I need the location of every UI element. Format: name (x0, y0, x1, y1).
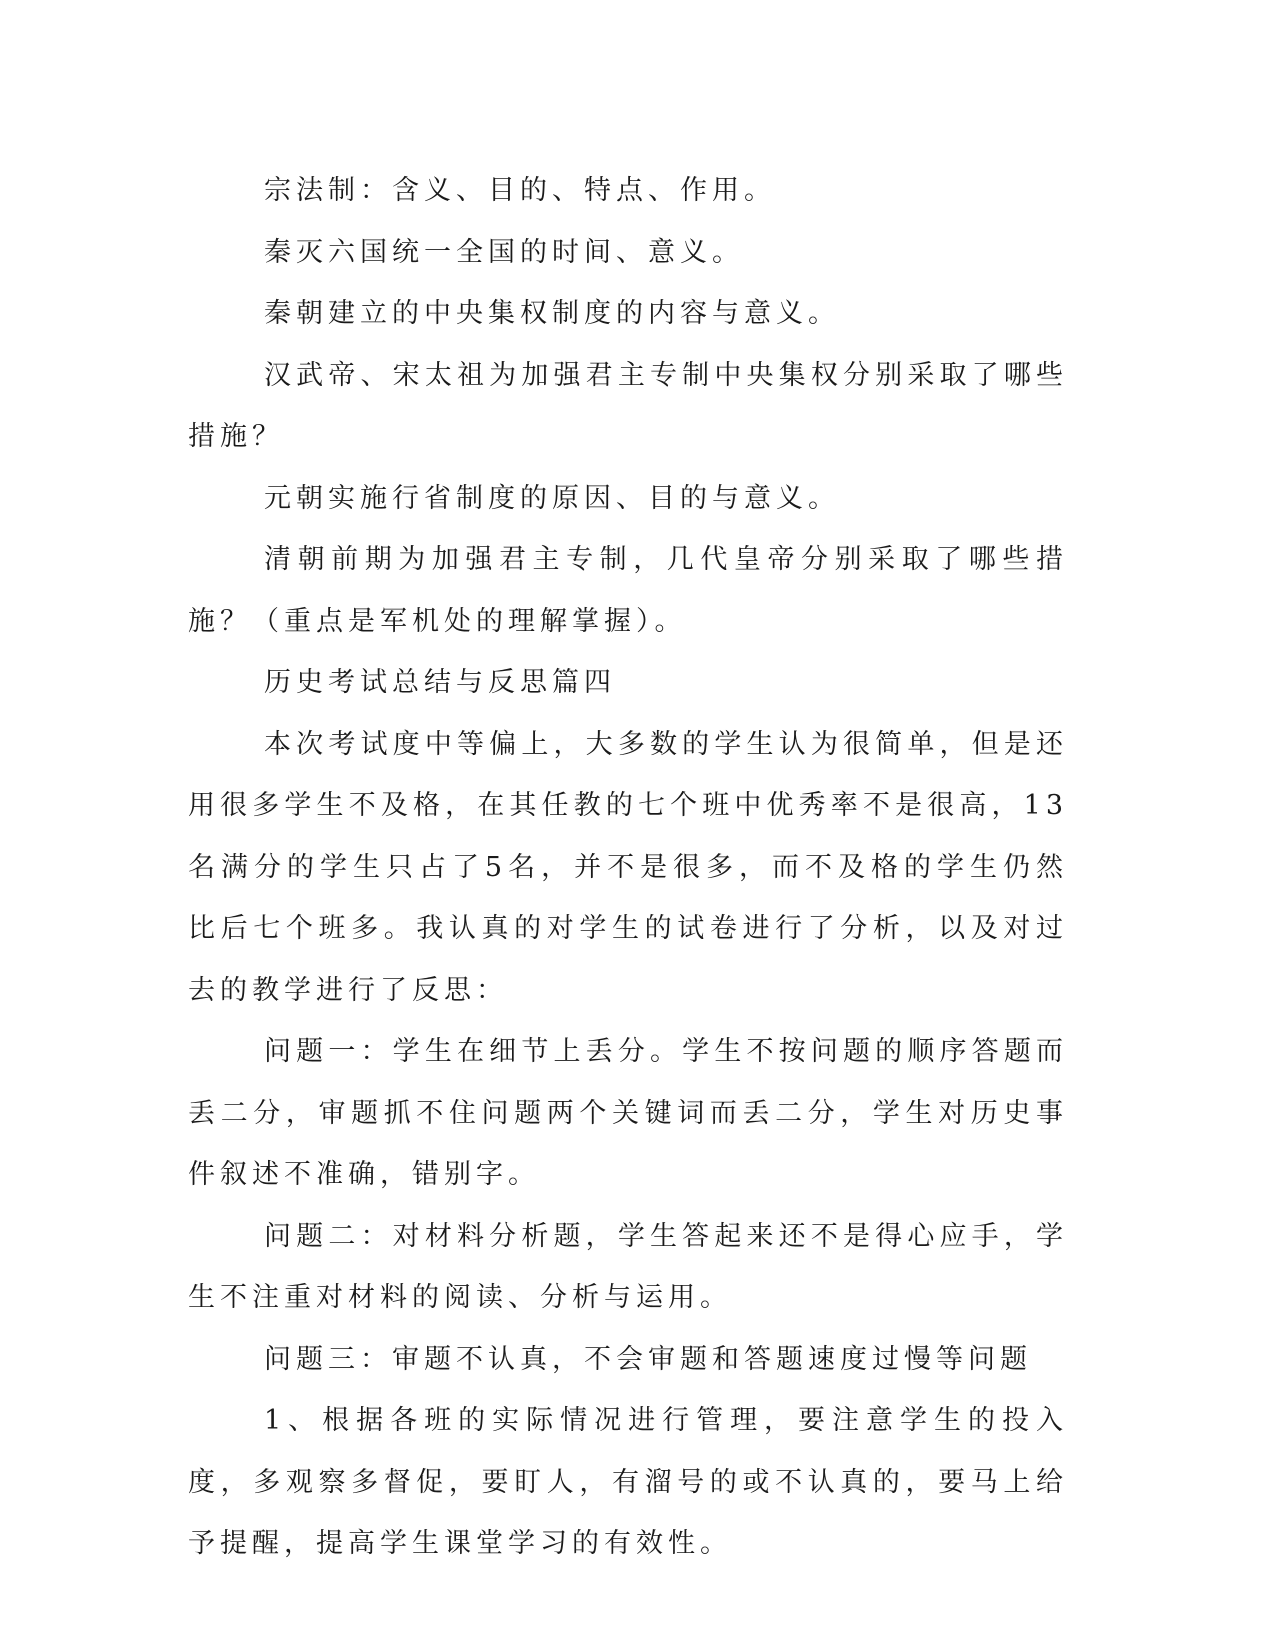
paragraph-qing-measures: 清朝前期为加强君主专制，几代皇帝分别采取了哪些措施？（重点是军机处的理解掌握）。 (188, 544, 1068, 637)
paragraph-problem-one: 问题一：学生在细节上丢分。学生不按问题的顺序答题而丢二分，审题抓不住问题两个关键词而丢二分，学生对历史事件叙述不准确，错别字。 (188, 1036, 1068, 1190)
document-body (188, 160, 1068, 1575)
paragraph-exam-overview: 本次考试度中等偏上，大多数的学生认为很简单，但是还用很多学生不及格，在其任教的七个班中优秀率不是很高，13名满分的学生只占了5名，并不是很多，而不及格的学生仍然比后七个班多。我认真的对学生的试卷进行了分析，以及对过去的教学进行了反思： (188, 728, 1068, 1006)
paragraph-han-song-measures: 汉武帝、宋太祖为加强君主专制中央集权分别采取了哪些措施？ (188, 359, 1068, 452)
paragraph-qin-unification: 秦灭六国统一全国的时间、意义。 (264, 236, 744, 268)
paragraph-problem-two: 问题二：对材料分析题，学生答起来还不是得心应手，学生不注重对材料的阅读、分析与运用。 (188, 1220, 1068, 1313)
paragraph-yuan-provinces: 元朝实施行省制度的原因、目的与意义。 (264, 482, 840, 514)
section-heading: 历史考试总结与反思篇四 (264, 667, 616, 698)
paragraph-qin-centralization: 秦朝建立的中央集权制度的内容与意义。 (264, 298, 840, 329)
paragraph-problem-three: 问题三：审题不认真，不会审题和答题速度过慢等问题 (264, 1343, 1032, 1375)
paragraph-zongfa: 宗法制：含义、目的、特点、作用。 (264, 175, 776, 206)
paragraph-measure-one: 1、根据各班的实际情况进行管理，要注意学生的投入度，多观察多督促，要盯人，有溜号的或不认真的，要马上给予提醒，提高学生课堂学习的有效性。 (188, 1405, 1068, 1559)
